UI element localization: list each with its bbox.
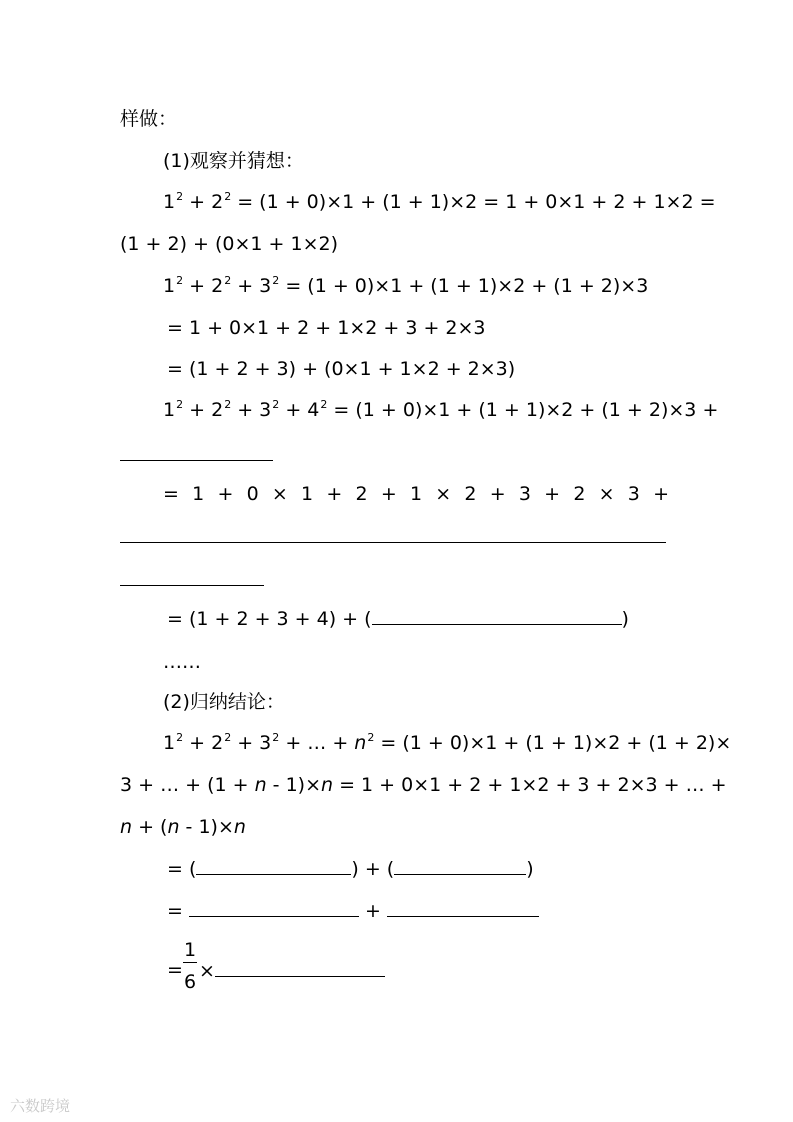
answer-blank-8[interactable] xyxy=(387,898,539,917)
example3-line1: $1^2 + 2^2 + 3^2 + 4^2 = (1 + 0)\times 1 + (1 + 1)\times 2 + (1 + 2)\times 3$ + xyxy=(163,398,719,421)
answer-blank-6[interactable] xyxy=(394,856,526,875)
answer-blank-5[interactable] xyxy=(196,856,351,875)
expanded-token: 2 xyxy=(464,483,477,505)
general-line3: n + (n - 1)×n xyxy=(120,816,246,838)
expanded-token: + xyxy=(217,483,234,505)
example1-line1: $1^2 + 2^2 = (1 + 0)\times 1 + (1 + 1)\times 2 = 1 + 0\times 1 + 2 + 1\times 2$ = xyxy=(163,190,716,213)
fraction-numerator: 1 xyxy=(183,939,197,961)
example2-line2: = 1 + 0×1 + 2 + 1×2 + 3 + 2×3 xyxy=(167,317,486,339)
expanded-token: 2 xyxy=(573,483,586,505)
expanded-token: × xyxy=(435,483,452,505)
expanded-token: 1 xyxy=(409,483,423,505)
general-line1: $1^2 + 2^2 + 3^2$ + … + $n^2 = (1 + 0)\times 1 + (1 + 1)\times 2 + (1 + 2)\times$ xyxy=(163,731,732,754)
answer-line3-tail: × xyxy=(199,958,385,983)
expanded-token: + xyxy=(544,483,561,505)
answer-blank-2[interactable] xyxy=(120,542,666,543)
expanded-token: 1 xyxy=(192,483,205,505)
part2-title: (2)归纳结论： xyxy=(163,691,285,713)
expanded-token: 3 xyxy=(518,483,531,505)
watermark-text: 六数跨境 xyxy=(10,1097,71,1115)
expanded-token: = xyxy=(163,483,179,505)
expanded-token: × xyxy=(598,483,615,505)
part1-title: (1)观察并猜想： xyxy=(163,150,304,172)
intro-text: 样做： xyxy=(120,108,178,130)
fraction-bar xyxy=(183,962,197,963)
expanded-token: + xyxy=(380,483,397,505)
expanded-token: 2 xyxy=(355,483,368,505)
fraction-denominator: 6 xyxy=(183,971,197,993)
expanded-token: + xyxy=(489,483,506,505)
general-line2: 3 + … + (1 + n - 1)×n = 1 + 0×1 + 2 + 1×2 + 3 + 2×3 + … + xyxy=(120,774,727,796)
expanded-token: 0 xyxy=(246,483,259,505)
answer-blank-1[interactable] xyxy=(120,460,273,461)
answer-blank-3[interactable] xyxy=(120,585,264,586)
answer-blank-7[interactable] xyxy=(189,898,359,917)
example2-line1: $1^2 + 2^2 + 3^2 = (1 + 0)\times 1 + (1 + 1)\times 2 + (1 + 2)\times 3$ xyxy=(163,274,649,297)
expanded-token: × xyxy=(271,483,288,505)
answer-line1: = ( ) + ( ) xyxy=(167,858,534,880)
example3-expanded-line xyxy=(163,482,669,506)
expanded-token: 3 xyxy=(627,483,640,505)
example3-result: = (1 + 2 + 3 + 4) + ( ) xyxy=(167,608,629,630)
answer-blank-9[interactable] xyxy=(215,958,385,977)
expanded-token: + xyxy=(653,483,669,505)
expanded-token: + xyxy=(326,483,343,505)
answer-blank-4[interactable] xyxy=(372,606,622,625)
expanded-token: 1 xyxy=(301,483,314,505)
example2-line3: = (1 + 2 + 3) + (0×1 + 1×2 + 2×3) xyxy=(167,358,516,380)
ellipsis-text: …… xyxy=(163,651,201,673)
answer-line2: = + xyxy=(167,898,539,923)
example1-line2: (1 + 2) + (0×1 + 1×2) xyxy=(120,233,339,255)
answer-line3-eq: = xyxy=(167,959,183,981)
